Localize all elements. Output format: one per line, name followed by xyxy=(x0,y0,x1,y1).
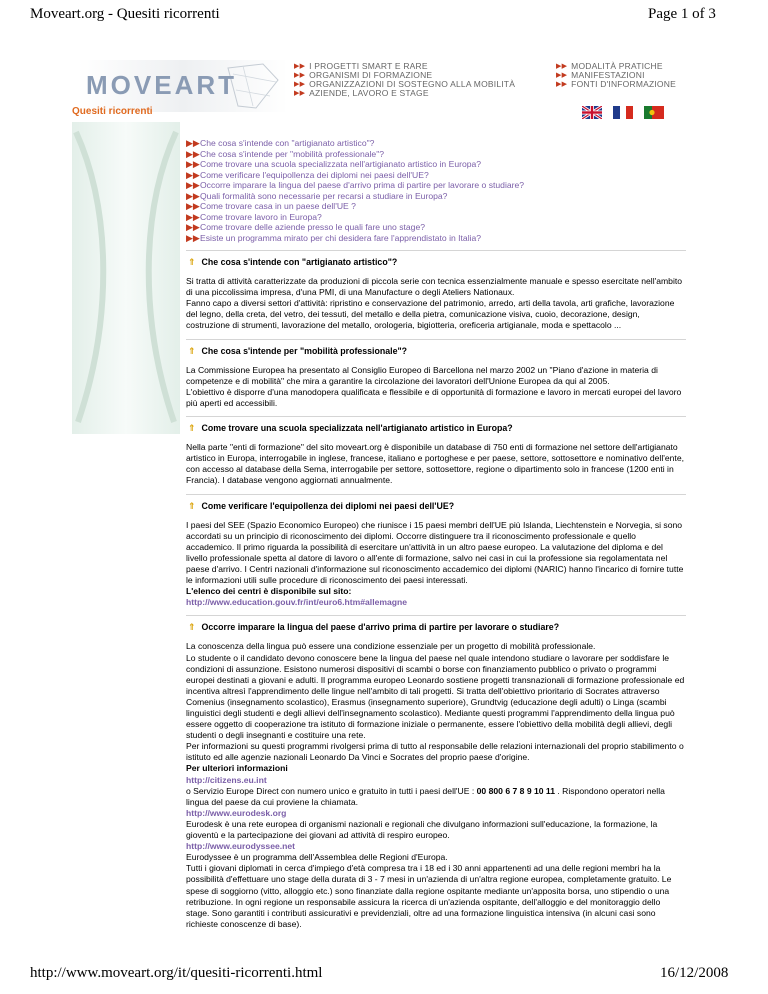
section-heading: ⇑ Che cosa s'intende con "artigianato artistico"? xyxy=(188,257,398,267)
back-to-top-icon[interactable]: ⇑ xyxy=(188,622,196,633)
toc-item[interactable]: ▶▶ Come trovare lavoro in Europa? xyxy=(186,211,322,222)
divider xyxy=(186,615,686,616)
question-index xyxy=(186,138,686,243)
france-flag-icon[interactable] xyxy=(613,106,633,119)
toc-item[interactable]: ▶▶ Che cosa s'intende per "mobilità professionale"? xyxy=(186,148,385,159)
toc-item[interactable]: ▶▶ Esiste un programma mirato per chi desidera fare l'apprendistato in Italia? xyxy=(186,232,482,243)
double-arrow-icon: ▶▶ xyxy=(186,190,200,201)
decorative-vase-illustration xyxy=(72,122,180,434)
divider xyxy=(186,416,686,417)
divider xyxy=(186,250,686,251)
print-date: 16/12/2008 xyxy=(660,965,729,981)
toc-item[interactable]: ▶▶ Occorre imparare la lingua del paese d'arrivo prima di partire per lavorare o studiare? xyxy=(186,180,525,190)
back-to-top-icon[interactable]: ⇑ xyxy=(188,423,196,434)
double-arrow-icon: ▶▶ xyxy=(556,63,568,70)
double-arrow-icon: ▶▶ xyxy=(186,138,200,148)
back-to-top-icon[interactable]: ⇑ xyxy=(188,257,196,267)
logo-text: MOVEART xyxy=(86,70,237,100)
double-arrow-icon: ▶▶ xyxy=(556,81,568,88)
back-to-top-icon[interactable]: ⇑ xyxy=(188,500,196,511)
section-heading: ⇑ Che cosa s'intende per "mobilità professionale"? xyxy=(188,345,408,356)
back-to-top-icon[interactable]: ⇑ xyxy=(188,345,196,356)
language-switcher xyxy=(582,106,664,119)
main-nav xyxy=(294,62,515,98)
double-arrow-icon: ▶▶ xyxy=(294,90,306,97)
double-arrow-icon: ▶▶ xyxy=(294,72,306,79)
toc-item[interactable]: ▶▶ Che cosa s'intende con "artigianato artistico"? xyxy=(186,138,375,148)
double-arrow-icon: ▶▶ xyxy=(186,211,200,222)
eurodesk-link[interactable]: http://www.eurodesk.org xyxy=(186,807,287,818)
section-heading: ⇑ Occorre imparare la lingua del paese d'arrivo prima di partire per lavorare o studiare? xyxy=(188,622,560,633)
uk-flag-icon[interactable] xyxy=(582,106,602,119)
toc-item[interactable]: ▶▶ Quali formalità sono necessarie per recarsi a studiare in Europa? xyxy=(186,190,448,201)
print-page-number: Page 1 of 3 xyxy=(648,6,716,22)
nav-item-progetti[interactable]: ▶▶ I PROGETTI SMART E RARE xyxy=(294,61,428,71)
double-arrow-icon: ▶▶ xyxy=(294,81,306,88)
divider xyxy=(186,339,686,340)
page-category: Quesiti ricorrenti xyxy=(72,106,153,117)
nav-item-modalita[interactable]: ▶▶ MODALITÀ PRATICHE xyxy=(556,61,663,71)
divider xyxy=(186,494,686,495)
answer-text: La conoscenza della lingua può essere una condizione essenziale per un progetto di mobilità professionale. Lo studente o il candidato devono conoscere bene la lingua del paese nel quale intendono studiare o lavorare per soddisfare le condizioni di assunzione. Esistono numerosi dispositivi di scambi o borse con finanziamento pubblico o privato o programmi europei destinati a giovani e adulti. Il programma europeo Leonardo sostiene progetti transnazionali di formazione professionale ed incentiva altresì l'apprendimento delle lingue nell'ambito di tali progetti. Si tratta dell'obiettivo prioritario di Socrates attraverso Comenius (insegnamento scolastico), Erasmus (insegnamento superiore), Grundtvig (educazione degli adulti) o Linga (scambi linguistici degli studenti e degli allievi dell'insegnamento scolastico). Mediante questi programmi l'apprendimento della lingua può essere oggetto di cooperazione tra istituto di formazione iniziale o permanente, essere l'obiettivo della mobilità degli allievi, degli studenti o degli insegnanti e costituire una rete. Per informazioni su questi programmi rivolgersi prima di tutto al responsabile delle relazioni internazionali del proprio stabilimento o istituto ed alle agenzie nazionali Leonardo Da Vinci e Socrates del proprio paese d'origine. Per ulteriori informazioni http://citizens.eu.int o Servizio Europe Direct con numero unico e gratuito in tutti i paesi dell'UE : 00 800 6 7 8 9 10 11 . Rispondono operatori nella lingua del paese da cui proviene la chiamata. http://www.eurodesk.org Eurodesk è una rete europea di organismi nazionali e regionali che divulgano informazioni sull'educazione, la formazione, la gioventù e la partecipazione dei giovani ad attività di respiro europeo. http://www.eurodyssee.net Eurodyssee è un programma dell'Assemblea delle Regioni d'Europa. Tutti i giovani diplomati in cerca d'impiego d'età compresa tra i 18 ed i 30 anni appartenenti ad una delle regioni membri ha la possibilità d'effettuare uno stage della durata di 3 - 7 mesi in un'azienda di un'altra regione europea, completamente gratuito. Le spese di soggiorno (vitto, alloggio etc.) sono finanziate dalla regione ospitante mediante un'apposita borsa, uno stipendio o una retribuzione. In ogni regione un responsabile assicura la ricerca di un'azienda ospitante, dell'alloggio e del monitoraggio dello stage. Sono garantiti i contributi assicurativi e previdenziali, oltre ad una formazione linguistica intensiva (in alcuni casi sono richieste conoscenze di base). xyxy=(186,641,685,929)
print-url: http://www.moveart.org/it/quesiti-ricorrenti.html xyxy=(30,965,323,981)
nav-item-fonti[interactable]: ▶▶ FONTI D'INFORMAZIONE xyxy=(556,79,676,89)
nav-item-organismi[interactable]: ▶▶ ORGANISMI DI FORMAZIONE xyxy=(294,70,433,80)
section-heading: ⇑ Come trovare una scuola specializzata nell'artigianato artistico in Europa? xyxy=(188,423,513,434)
portugal-flag-icon[interactable] xyxy=(644,106,664,119)
toc-item[interactable]: ▶▶ Come trovare una scuola specializzata nell'artigianato artistico in Europa? xyxy=(186,159,482,169)
nav-item-organizzazioni[interactable]: ▶▶ ORGANIZZAZIONI DI SOSTEGNO ALLA MOBILITÀ xyxy=(294,79,516,89)
double-arrow-icon: ▶▶ xyxy=(186,201,200,211)
eurodyssee-link[interactable]: http://www.eurodyssee.net xyxy=(186,841,296,852)
answer-text: La Commissione Europea ha presentato al Consiglio Europeo di Barcellona nel marzo 2002 un "Piano d'azione in materia di competenze e di mobilità" che mira a garantire la circolazione dei lavoratori dell'Unione Europea da qui al 2005. L'obiettivo è disporre d'una manodopera qualificata e flessibile e di opportunità di formazione e lavoro in mercati europei del lavoro più aperti ed accessibili. xyxy=(186,364,682,408)
print-title: Moveart.org - Quesiti ricorrenti xyxy=(30,6,220,22)
secondary-nav xyxy=(556,62,676,89)
naric-link[interactable]: http://www.education.gouv.fr/int/euro6.htm#allemagne xyxy=(186,597,408,608)
double-arrow-icon: ▶▶ xyxy=(186,222,200,232)
main-content xyxy=(186,138,686,930)
double-arrow-icon: ▶▶ xyxy=(556,72,568,79)
double-arrow-icon: ▶▶ xyxy=(186,180,200,190)
answer-text: Si tratta di attività caratterizzate da produzioni di piccola serie con tecnica essenzialmente manuale e spesso esercitate nell'ambito di una piccolissima impresa, d'una PMI, di una Manufacture o degli Ateliers Nationaux. Fanno capo a diversi settori d'attività: ripristino e conservazione del patrimonio, arredo, arti della tavola, arti grafiche, lavorazione del legno, della creta, del vetro, dei tessuti, del metallo e della pietra, comunicazione visiva, cuoio, decorazione, design, costruzione di strumenti, lavorazione del metallo, orologeria, bigiotteria, oreficeria artigianale, moda e spettacolo ... xyxy=(186,276,683,331)
double-arrow-icon: ▶▶ xyxy=(186,169,200,180)
answer-text: Nella parte "enti di formazione" del sito moveart.org è disponibile un database di 750 enti di formazione nel settore dell'artigianato artistico in Europa, interrogabile in inglese, francese, italiano e portoghese e per paese, settore, sottosettore e nominativo dell'ente, con accesso al database della Sema, interrogabile per settore, sottosettore, regione o dipartimento solo in francese (1200 enti in Francia). I database vengono aggiornati annualmente. xyxy=(186,442,684,486)
section-heading: ⇑ Come verificare l'equipollenza dei diplomi nei paesi dell'UE? xyxy=(188,500,455,511)
toc-item[interactable]: ▶▶ Come verificare l'equipollenza dei diplomi nei paesi dell'UE? xyxy=(186,169,429,180)
double-arrow-icon: ▶▶ xyxy=(186,159,200,169)
moveart-logo[interactable] xyxy=(78,60,288,112)
nav-item-aziende[interactable]: ▶▶ AZIENDE, LAVORO E STAGE xyxy=(294,88,429,98)
citizens-link[interactable]: http://citizens.eu.int xyxy=(186,774,267,785)
double-arrow-icon: ▶▶ xyxy=(294,63,306,70)
nav-item-manifestazioni[interactable]: ▶▶ MANIFESTAZIONI xyxy=(556,70,645,80)
double-arrow-icon: ▶▶ xyxy=(186,148,200,159)
phone-number: 00 800 6 7 8 9 10 11 xyxy=(476,785,556,796)
toc-item[interactable]: ▶▶ Come trovare delle aziende presso le quali fare uno stage? xyxy=(186,222,426,232)
answer-text: I paesi del SEE (Spazio Economico Europeo) che riunisce i 15 paesi membri dell'UE più Islanda, Liechtenstein e Norvegia, si sono accordati su un principio di riconoscimento dei diplomi. Occorre distinguere tra il riconoscimento professionale e quello accademico. Il primo riguarda la possibilità di esercitare un'attività in un altro paese europeo. La valutazione del diploma e del livello professionale spetta al datore di lavoro o all'ente di formazione, salvo nei casi in cui la professione sia regolamentata nel paese d'arrivo. I Centri nazionali d'informazione sul riconoscimento accademico dei diplomi (NARIC) hanno l'incarico di fornire tutte le informazioni utili sulle procedure di riconoscimento dei paesi interessati. L'elenco dei centri è disponibile sul sito: http://www.education.gouv.fr/int/euro6.htm#allemagne xyxy=(186,520,686,609)
toc-item[interactable]: ▶▶ Come trovare casa in un paese dell'UE ? xyxy=(186,201,356,211)
double-arrow-icon: ▶▶ xyxy=(186,232,200,243)
